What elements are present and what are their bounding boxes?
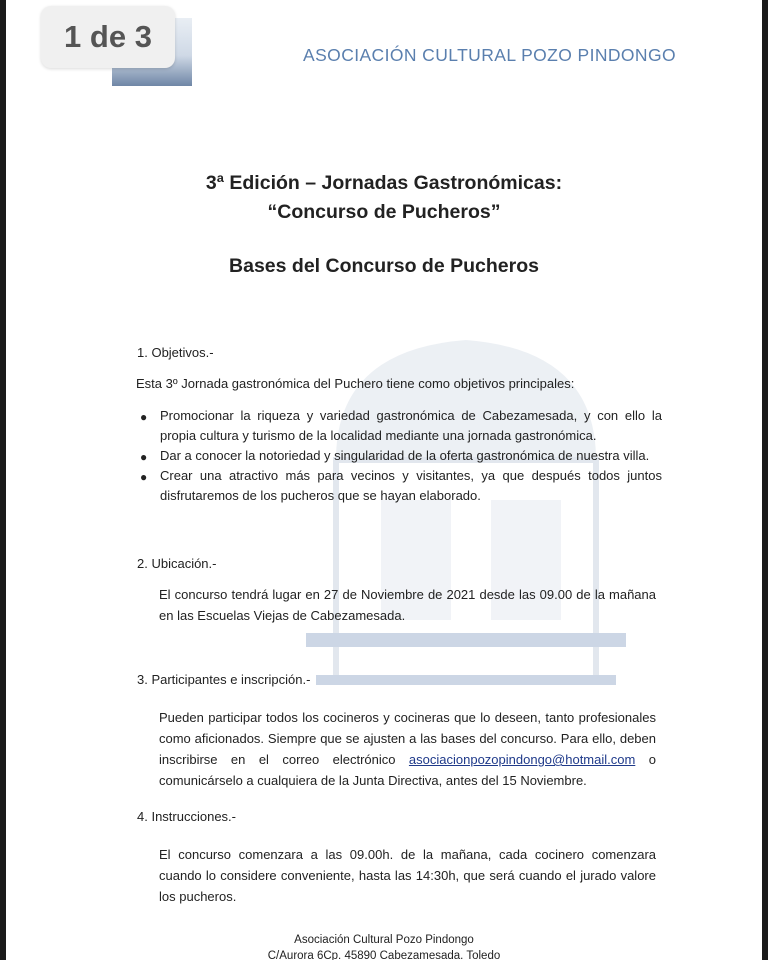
participantes-text: Pueden participar todos los cocineros y cocineras que lo deseen, tanto profesionales como aficionados. Siempre que se ajusten a las bases del concurso. Para ello, deben inscribirse en el correo electrónico asociacionpozopindongo@hotmail.com o comunicárselo a cualquiera de la Junta Directiva, antes del 15 Noviembre. (159, 710, 656, 788)
list-item: ● Dar a conocer la notoriedad y singularidad de la oferta gastronómica de nuestra villa. (136, 446, 662, 466)
section-heading-participantes: 3. Participantes e inscripción.- (137, 672, 311, 687)
objetivos-intro: Esta 3º Jornada gastronómica del Puchero tiene como objetivos principales: (136, 376, 575, 391)
section-heading-instrucciones: 4. Instrucciones.- (137, 809, 236, 824)
title-line-1: 3ª Edición – Jornadas Gastronómicas: (205, 172, 563, 194)
footer-org-name: Asociación Cultural Pozo Pindongo (294, 934, 474, 946)
ubicacion-text: El concurso tendrá lugar en 27 de Noviembre de 2021 desde las 09.00 de la mañana en las Escuelas Viejas de Cabezamesada. (159, 587, 656, 623)
section-heading-objetivos: 1. Objetivos.- (137, 345, 214, 360)
email-link[interactable]: asociacionpozopindongo@hotmail.com (408, 752, 636, 767)
title-line-2: “Concurso de Pucheros” (267, 201, 501, 223)
footer-address: C/Aurora 6Cp. 45890 Cabezamesada. Toledo (267, 950, 501, 960)
bullet-icon: ● (140, 450, 148, 464)
bullet-icon: ● (140, 470, 148, 484)
bullet-icon: ● (140, 410, 148, 424)
list-item: ● Promocionar la riqueza y variedad gastronómica de Cabezamesada, y con ello la propia cultura y turismo de la localidad mediante una jornada gastronómica. (140, 408, 662, 443)
section-heading-ubicacion: 2. Ubicación.- (137, 556, 217, 571)
document-subtitle: Bases del Concurso de Pucheros (229, 255, 539, 277)
building-watercolor-watermark (276, 310, 656, 710)
page-indicator-badge: 1 de 3 (41, 6, 175, 68)
instrucciones-text: El concurso comenzara a las 09.00h. de la mañana, cada cocinero comenzara cuando lo considere conveniente, hasta las 14:30h, que será cuando el jurado valore los pucheros. (159, 847, 656, 904)
header-org-name: ASOCIACIÓN CULTURAL POZO PINDONGO (303, 45, 676, 65)
document-page (6, 0, 762, 960)
objetivos-bullet-list (136, 406, 662, 506)
list-item: ● Crear una atractivo más para vecinos y visitantes, ya que después todos juntos disfrutaremos de los pucheros que se hayan elaborado. (140, 468, 662, 503)
